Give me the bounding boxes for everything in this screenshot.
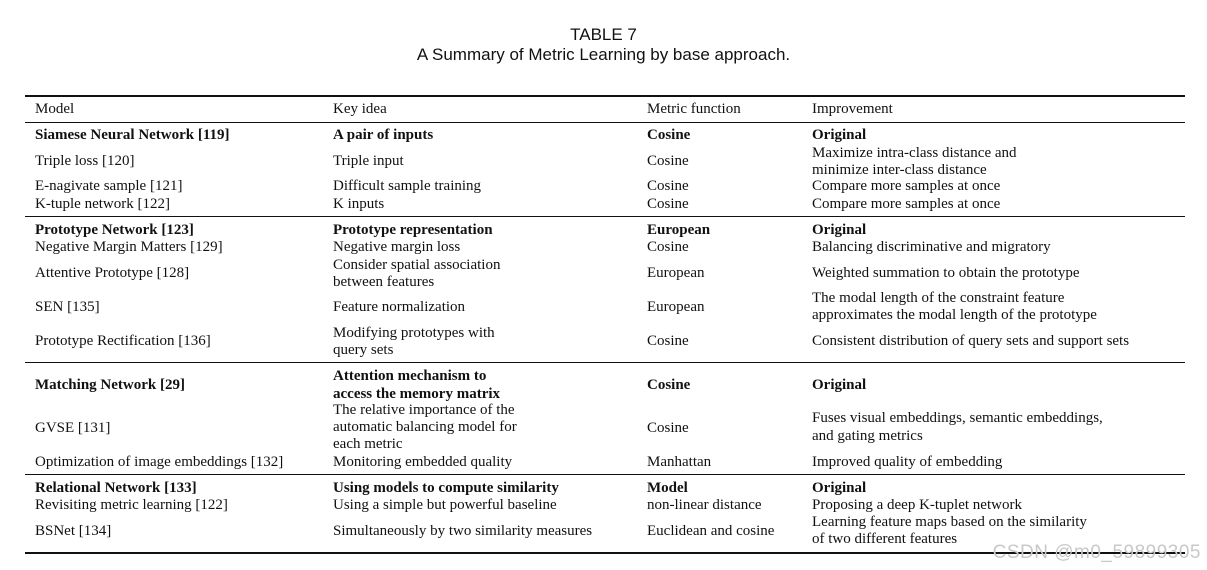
key-idea-cell: Triple input: [333, 153, 404, 169]
improvement-cell: The modal length of the constraint feature: [812, 290, 1065, 306]
improvement-cell: Compare more samples at once: [812, 196, 1001, 212]
metric-cell: Cosine: [647, 127, 691, 143]
improvement-cell: Balancing discriminative and migratory: [812, 239, 1051, 255]
key-idea-cell: each metric: [333, 436, 403, 452]
table-caption-title: TABLE 7: [570, 25, 637, 44]
improvement-cell: Maximize intra-class distance and: [812, 145, 1017, 161]
improvement-cell: approximates the modal length of the prototype: [812, 307, 1097, 323]
key-idea-cell: Negative margin loss: [333, 239, 461, 255]
key-idea-cell: K inputs: [333, 196, 385, 212]
key-idea-cell: query sets: [333, 342, 394, 358]
model-cell: Optimization of image embeddings [132]: [35, 454, 284, 470]
metric-cell: European: [647, 299, 705, 315]
improvement-cell: Consistent distribution of query sets and support sets: [812, 333, 1130, 349]
model-cell: Matching Network [29]: [35, 377, 185, 393]
table-caption-subtitle: A Summary of Metric Learning by base approach.: [416, 45, 791, 64]
model-cell: Negative Margin Matters [129]: [35, 239, 223, 255]
key-idea-cell: Modifying prototypes with: [333, 325, 495, 341]
top-rule: [25, 95, 1185, 97]
model-cell: BSNet [134]: [35, 523, 112, 539]
metric-cell: Euclidean and cosine: [647, 523, 775, 539]
key-idea-cell: Simultaneously by two similarity measures: [333, 523, 593, 539]
model-cell: Revisiting metric learning [122]: [35, 497, 228, 513]
improvement-cell: Improved quality of embedding: [812, 454, 1003, 470]
header-key-idea: Key idea: [333, 101, 387, 117]
metric-cell: Cosine: [647, 333, 689, 349]
metric-cell: Manhattan: [647, 454, 712, 470]
header-rule: [25, 122, 1185, 123]
metric-cell: Cosine: [647, 196, 689, 212]
key-idea-cell: automatic balancing model for: [333, 419, 517, 435]
metric-cell: Cosine: [647, 153, 689, 169]
model-cell: Siamese Neural Network [119]: [35, 127, 230, 143]
model-cell: E-nagivate sample [121]: [35, 178, 183, 194]
key-idea-cell: access the memory matrix: [333, 386, 501, 402]
group-rule: [25, 216, 1185, 217]
key-idea-cell: Consider spatial association: [333, 257, 501, 273]
improvement-cell: and gating metrics: [812, 428, 923, 444]
improvement-cell: Original: [812, 127, 867, 143]
watermark: CSDN @m0_59899305: [992, 542, 1201, 563]
group-rule: [25, 474, 1185, 475]
header-metric-function: Metric function: [647, 101, 741, 117]
metric-cell: Model: [647, 480, 688, 496]
model-cell: Triple loss [120]: [35, 153, 135, 169]
metric-cell: Cosine: [647, 420, 689, 436]
improvement-cell: Fuses visual embeddings, semantic embeddings,: [812, 410, 1103, 426]
model-cell: Attentive Prototype [128]: [35, 265, 190, 281]
improvement-cell: Weighted summation to obtain the prototype: [812, 265, 1080, 281]
improvement-cell: of two different features: [812, 531, 958, 547]
improvement-cell: Proposing a deep K-tuplet network: [812, 497, 1022, 513]
header-model: Model: [35, 101, 75, 117]
key-idea-cell: Using models to compute similarity: [333, 480, 559, 496]
key-idea-cell: The relative importance of the: [333, 402, 515, 418]
model-cell: Prototype Rectification [136]: [35, 333, 211, 349]
header-improvement: Improvement: [812, 101, 893, 117]
model-cell: Relational Network [133]: [35, 480, 197, 496]
metric-cell: European: [647, 265, 705, 281]
metric-cell: Cosine: [647, 178, 689, 194]
metric-cell: Cosine: [647, 377, 691, 393]
key-idea-cell: Attention mechanism to: [333, 368, 487, 384]
key-idea-cell: Monitoring embedded quality: [333, 454, 513, 470]
improvement-cell: Original: [812, 222, 867, 238]
key-idea-cell: Using a simple but powerful baseline: [333, 497, 557, 513]
improvement-cell: Learning feature maps based on the similarity: [812, 514, 1087, 530]
improvement-cell: Original: [812, 480, 867, 496]
improvement-cell: minimize inter-class distance: [812, 162, 987, 178]
metric-cell: non-linear distance: [647, 497, 762, 513]
improvement-cell: Compare more samples at once: [812, 178, 1001, 194]
model-cell: Prototype Network [123]: [35, 222, 194, 238]
improvement-cell: Original: [812, 377, 867, 393]
group-rule: [25, 362, 1185, 363]
key-idea-cell: Prototype representation: [333, 222, 493, 238]
model-cell: GVSE [131]: [35, 420, 111, 436]
metric-cell: Cosine: [647, 239, 689, 255]
key-idea-cell: Feature normalization: [333, 299, 466, 315]
key-idea-cell: Difficult sample training: [333, 178, 482, 194]
metric-cell: European: [647, 222, 711, 238]
model-cell: SEN [135]: [35, 299, 100, 315]
key-idea-cell: between features: [333, 274, 435, 290]
key-idea-cell: A pair of inputs: [333, 127, 434, 143]
model-cell: K-tuple network [122]: [35, 196, 170, 212]
